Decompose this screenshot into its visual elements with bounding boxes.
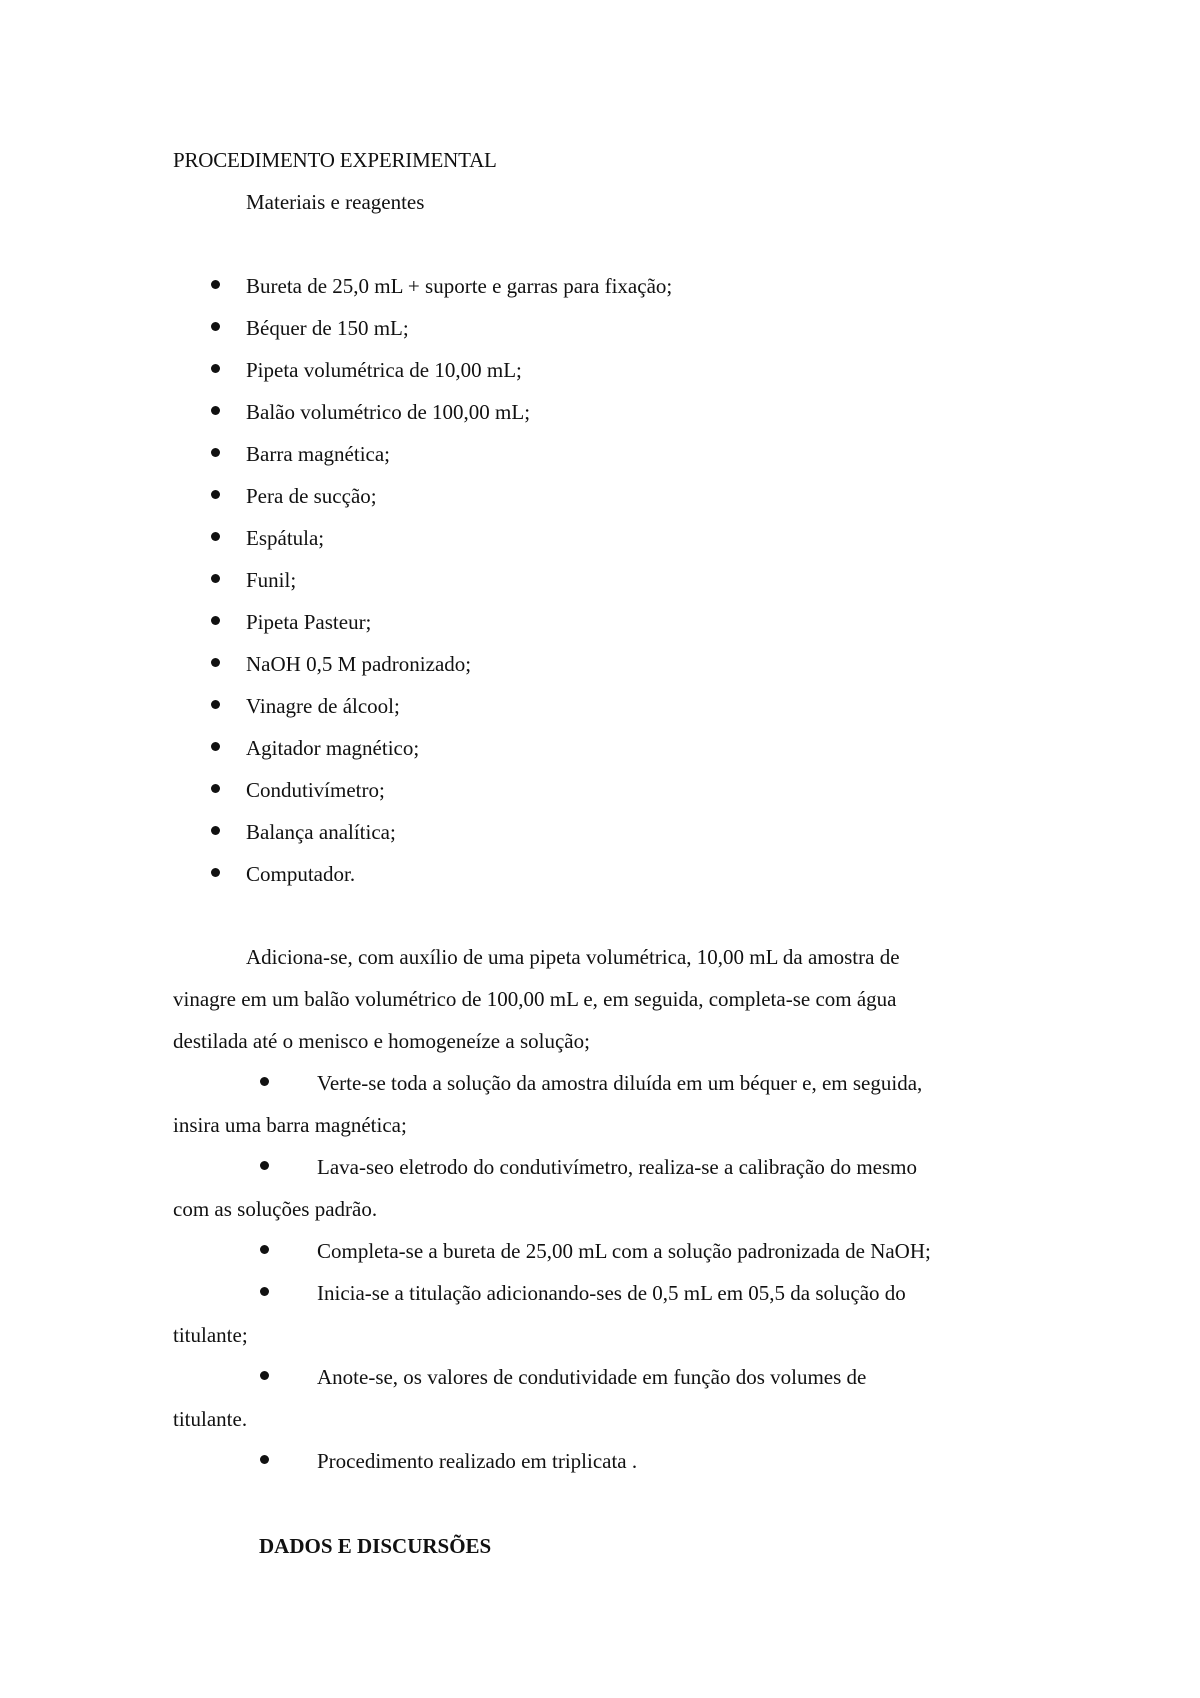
step-line: Procedimento realizado em triplicata . [317,1449,638,1473]
bullet-icon [260,1287,269,1296]
bullet-icon [211,406,220,415]
bullet-icon [211,448,220,457]
list-item: Funil; [246,568,297,592]
step-continuation: com as soluções padrão. [173,1197,378,1221]
step-line: Completa-se a bureta de 25,00 mL com a solução padronizada de NaOH; [317,1239,931,1263]
bullet-icon [260,1371,269,1380]
bullet-icon [260,1245,269,1254]
list-item: Pera de sucção; [246,484,377,508]
bullet-icon [211,700,220,709]
bullet-icon [211,658,220,667]
list-item: Béquer de 150 mL; [246,316,409,340]
bullet-icon [211,742,220,751]
bullet-icon [260,1455,269,1464]
step-line: Lava-seo eletrodo do condutivímetro, realiza-se a calibração do mesmo [317,1155,917,1179]
bullet-icon [211,364,220,373]
bullet-icon [211,868,220,877]
bullet-icon [260,1161,269,1170]
list-item: Espátula; [246,526,325,550]
paragraph-line: vinagre em um balão volumétrico de 100,00 mL e, em seguida, completa-se com água [173,987,897,1011]
bullet-icon [211,322,220,331]
step-line: Inicia-se a titulação adicionando-ses de 0,5 mL em 05,5 da solução do [317,1281,906,1305]
list-item: Bureta de 25,0 mL + suporte e garras para fixação; [246,274,673,298]
list-item: Vinagre de álcool; [246,694,400,718]
list-item: Balança analítica; [246,820,396,844]
list-item: Computador. [246,862,356,886]
bullet-icon [211,616,220,625]
section-title: PROCEDIMENTO EXPERIMENTAL [173,148,497,172]
step-continuation: insira uma barra magnética; [173,1113,407,1137]
paragraph-line: Adiciona-se, com auxílio de uma pipeta volumétrica, 10,00 mL da amostra de [246,945,900,969]
step-line: Verte-se toda a solução da amostra diluída em um béquer e, em seguida, [317,1071,923,1095]
bullet-icon [260,1077,269,1086]
bullet-icon [211,574,220,583]
list-item: Pipeta volumétrica de 10,00 mL; [246,358,522,382]
subsection-title: Materiais e reagentes [246,190,425,214]
step-line: Anote-se, os valores de condutividade em função dos volumes de [317,1365,867,1389]
bullet-icon [211,532,220,541]
list-item: Balão volumétrico de 100,00 mL; [246,400,531,424]
bullet-icon [211,826,220,835]
bullet-icon [211,490,220,499]
bullet-icon [211,280,220,289]
paragraph-line: destilada até o menisco e homogeneíze a solução; [173,1029,590,1053]
list-item: Pipeta Pasteur; [246,610,372,634]
list-item: NaOH 0,5 M padronizado; [246,652,472,676]
list-item: Barra magnética; [246,442,391,466]
next-section-title: DADOS E DISCURSÕES [259,1534,492,1558]
list-item: Condutivímetro; [246,778,385,802]
bullet-icon [211,784,220,793]
step-continuation: titulante; [173,1323,248,1347]
step-continuation: titulante. [173,1407,248,1431]
list-item: Agitador magnético; [246,736,420,760]
